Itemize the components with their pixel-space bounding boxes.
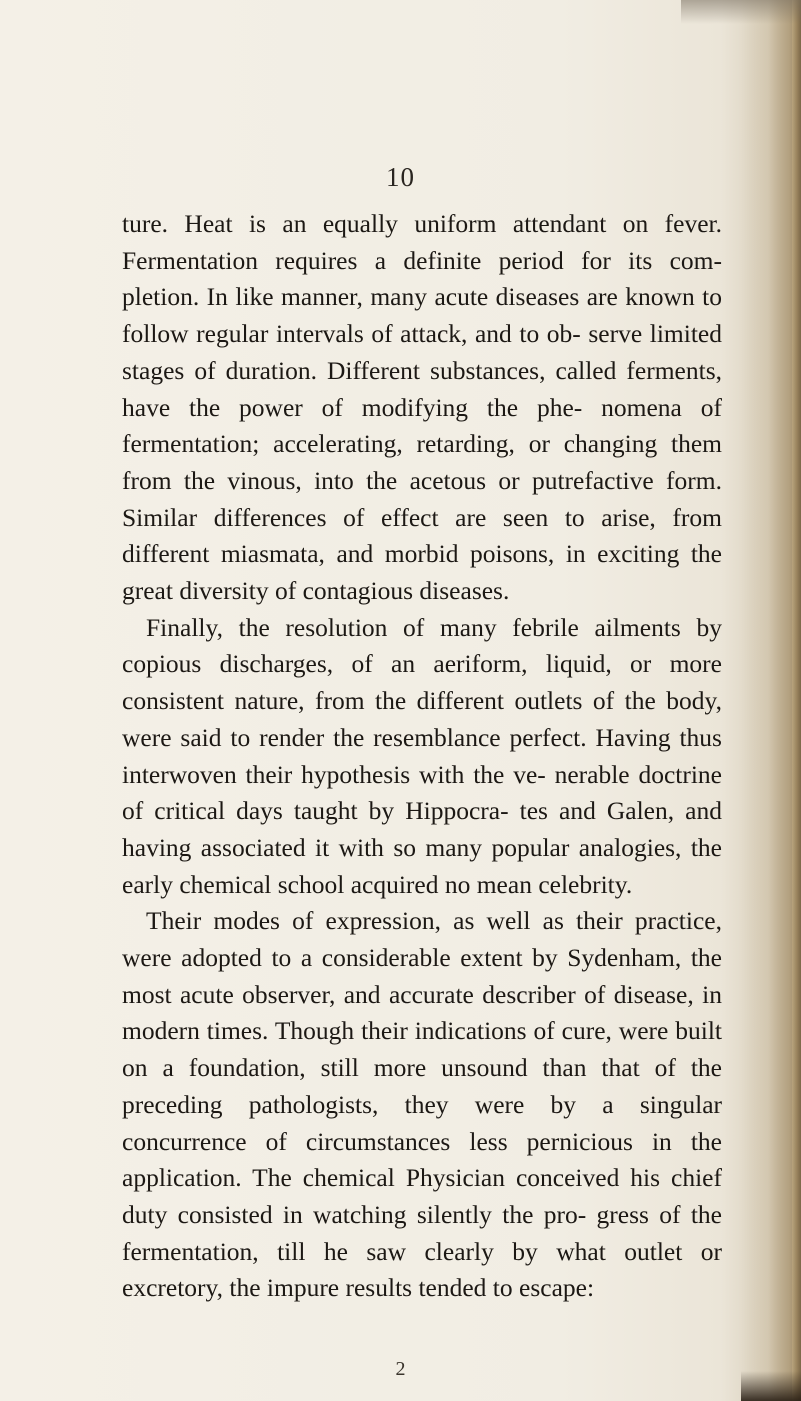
page-edge: [792, 0, 801, 1401]
paragraph-1: ture. Heat is an equally uniform attendant on fever. Fermentation requires a definite period for its com- pletion. In like manner, many acute diseases are known to follow regular intervals of attack, and to ob- serve limited stages of duration. Different substances, called ferments, have the power of modifying the phe- nomena of fermentation; accelerating, retarding, or changing them from the vinous, into the acetous or putrefactive form. Similar differences of effect are seen to arise, from different miasmata, and morbid poisons, in exciting the great diversity of contagious diseases.: [122, 209, 722, 606]
signature-mark: 2: [395, 1358, 406, 1380]
top-corner-shadow: [681, 0, 801, 24]
paragraph-3: Their modes of expression, as well as their practice, were adopted to a considerable extent by Sydenham, the most acute observer, and accurate describer of disease, in modern times. Though their indications of cure, were built on a foundation, still more unsound than that of the preceding pathologists, they were by a singular concurrence of circumstances less pernicious in the application. The chemical Physician conceived his chief duty consisted in watching silently the pro- gress of the fermentation, till he saw clearly by what outlet or excretory, the impure results tended to escape:: [122, 906, 722, 1303]
body-text: [122, 206, 722, 1307]
paragraph-2: Finally, the resolution of many febrile ailments by copious discharges, of an aeriform, liquid, or more consistent nature, from the different outlets of the body, were said to render the resemblance perfect. Having thus interwoven their hypothesis with the ve- nerable doctrine of critical days taught by Hippocra- tes and Galen, and having associated it with so many popular analogies, the early chemical school acquired no mean celebrity.: [122, 612, 722, 899]
page-number: 10: [386, 162, 415, 192]
